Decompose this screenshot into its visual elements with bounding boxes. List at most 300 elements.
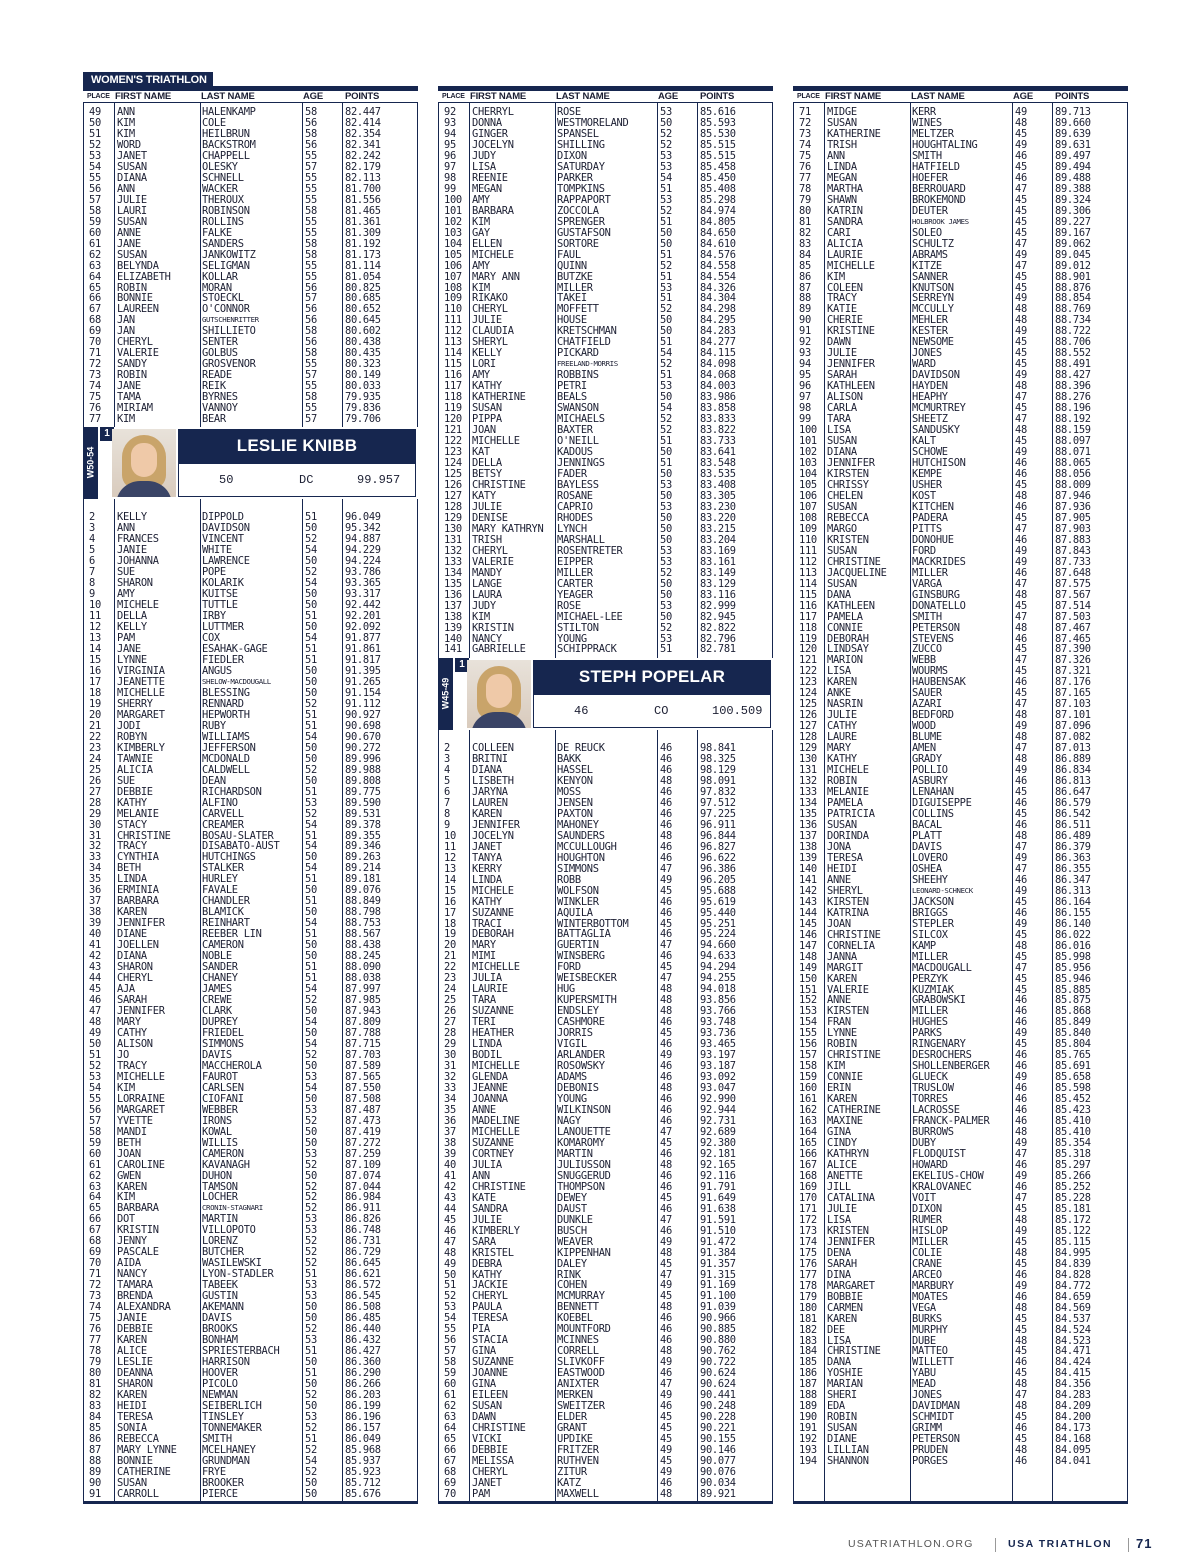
cell-points: 85.172 bbox=[1055, 1214, 1091, 1226]
cell-place: 46 bbox=[89, 995, 101, 1007]
cell-points: 85.458 bbox=[700, 161, 736, 173]
cell-first: HEATHER bbox=[472, 1028, 514, 1040]
cell-points: 91.472 bbox=[700, 1236, 736, 1248]
table-row bbox=[83, 644, 418, 655]
cell-first: JOELLEN bbox=[117, 940, 159, 952]
cell-last: BACAL bbox=[912, 819, 942, 831]
table-row bbox=[793, 1314, 1128, 1325]
cell-age: 52 bbox=[660, 414, 672, 426]
cell-last: CHANEY bbox=[202, 973, 238, 985]
cell-points: 86.379 bbox=[1055, 841, 1091, 853]
cell-points: 90.146 bbox=[700, 1445, 736, 1456]
cell-points: 86.427 bbox=[345, 1346, 381, 1358]
cell-last: MAXWELL bbox=[557, 1488, 599, 1500]
cell-last: JANKOWITZ bbox=[202, 249, 256, 261]
table-row bbox=[793, 1039, 1128, 1050]
cell-first: DIANA bbox=[827, 447, 857, 459]
cell-place: 18 bbox=[444, 918, 456, 930]
table-row bbox=[83, 655, 418, 666]
cell-first: DINA bbox=[827, 1269, 851, 1281]
cell-age: 47 bbox=[1015, 414, 1027, 426]
cell-points: 93.766 bbox=[700, 1006, 736, 1018]
cell-place: 59 bbox=[444, 1368, 456, 1380]
cell-first: LISA bbox=[827, 666, 851, 678]
cell-age: 56 bbox=[305, 139, 317, 151]
cell-age: 52 bbox=[305, 534, 317, 546]
cell-points: 92.990 bbox=[700, 1094, 736, 1105]
cell-first: KIMBERLY bbox=[472, 1225, 520, 1237]
cell-first: KIRSTEN bbox=[827, 1006, 869, 1018]
cell-first: KIM bbox=[827, 1061, 845, 1073]
cell-first: CHERRYL bbox=[472, 107, 514, 118]
cell-place: 99 bbox=[799, 414, 811, 426]
cell-place: 122 bbox=[444, 436, 462, 448]
cell-first: TERI bbox=[472, 1017, 496, 1029]
cell-age: 45 bbox=[660, 918, 672, 930]
cell-place: 69 bbox=[444, 1477, 456, 1489]
cell-age: 52 bbox=[660, 139, 672, 151]
cell-place: 20 bbox=[444, 940, 456, 952]
cell-first: CHRISTINE bbox=[827, 1346, 881, 1358]
cell-last: FADER bbox=[557, 468, 587, 480]
cell-last: FAUL bbox=[557, 249, 581, 261]
header-place: PLACE bbox=[797, 93, 820, 100]
cell-points: 83.161 bbox=[700, 556, 736, 568]
table-row bbox=[438, 590, 773, 601]
cell-first: SHERI bbox=[827, 1390, 857, 1402]
cell-place: 50 bbox=[89, 1038, 101, 1050]
cell-first: DONNA bbox=[472, 117, 502, 129]
cell-place: 2 bbox=[444, 743, 450, 754]
table-row bbox=[438, 831, 773, 842]
cell-place: 79 bbox=[799, 194, 811, 206]
cell-place: 68 bbox=[444, 1466, 456, 1478]
cell-first: MICHELE bbox=[827, 765, 869, 777]
cell-place: 34 bbox=[444, 1094, 456, 1105]
table-row bbox=[83, 118, 418, 129]
cell-last: ROBINSON bbox=[202, 205, 250, 217]
cell-first: MARGO bbox=[827, 523, 857, 535]
cell-first: NANCY bbox=[472, 633, 502, 645]
cell-age: 53 bbox=[660, 381, 672, 393]
table-row bbox=[793, 1127, 1128, 1138]
cell-age: 49 bbox=[1015, 721, 1027, 733]
table-row bbox=[438, 491, 773, 502]
table-row bbox=[438, 217, 773, 228]
table-row bbox=[83, 1390, 418, 1401]
cell-place: 171 bbox=[799, 1203, 817, 1215]
cell-points: 87.508 bbox=[345, 1093, 381, 1105]
cell-last: MEHLER bbox=[912, 315, 948, 327]
table-row bbox=[438, 1039, 773, 1050]
cell-place: 51 bbox=[444, 1280, 456, 1292]
cell-first: CATALINA bbox=[827, 1192, 875, 1204]
cell-last: GRIMM bbox=[912, 1423, 942, 1435]
cell-last: MCCULLOUGH bbox=[557, 841, 617, 853]
cell-place: 124 bbox=[444, 458, 462, 469]
cell-last: DAUST bbox=[557, 1203, 587, 1215]
cell-age: 52 bbox=[660, 425, 672, 437]
cell-last: CARTER bbox=[557, 578, 593, 590]
cell-points: 89.324 bbox=[1055, 194, 1091, 206]
cell-first: ALISON bbox=[827, 392, 863, 404]
cell-first: MARION bbox=[827, 655, 863, 667]
table-row bbox=[438, 973, 773, 984]
cell-last: READE bbox=[202, 370, 232, 382]
cell-points: 87.565 bbox=[345, 1071, 381, 1083]
cell-points: 87.936 bbox=[1055, 501, 1091, 513]
cell-last: WILLIS bbox=[202, 1137, 238, 1149]
table-row bbox=[438, 612, 773, 623]
cell-last: MOFFETT bbox=[557, 304, 599, 316]
cell-points: 89.045 bbox=[1055, 249, 1091, 261]
cell-first: SARA bbox=[472, 1236, 496, 1248]
table-row bbox=[793, 1072, 1128, 1083]
cell-first: JOCELYN bbox=[472, 830, 514, 842]
table-row bbox=[438, 1412, 773, 1423]
cell-place: 77 bbox=[89, 1335, 101, 1347]
table-row bbox=[793, 184, 1128, 195]
table-row bbox=[83, 107, 418, 118]
cell-last: OLESKY bbox=[202, 161, 238, 173]
cell-points: 85.840 bbox=[1055, 1028, 1091, 1040]
cell-points: 87.487 bbox=[345, 1104, 381, 1116]
table-row bbox=[793, 370, 1128, 381]
cell-first: KAREN bbox=[827, 973, 857, 985]
cell-points: 88.706 bbox=[1055, 337, 1091, 349]
cell-points: 95.619 bbox=[700, 896, 736, 908]
cell-place: 118 bbox=[799, 622, 817, 634]
cell-age: 45 bbox=[660, 1137, 672, 1149]
table-row bbox=[83, 173, 418, 184]
cell-age: 55 bbox=[305, 172, 317, 184]
cell-age: 48 bbox=[1015, 425, 1027, 437]
cell-last: WEAVER bbox=[557, 1236, 593, 1248]
cell-age: 55 bbox=[305, 381, 317, 393]
cell-first: JENNY bbox=[117, 1236, 147, 1248]
table-row bbox=[793, 1248, 1128, 1259]
cell-age: 46 bbox=[1015, 458, 1027, 469]
table-row bbox=[438, 107, 773, 118]
cell-points: 81.465 bbox=[345, 205, 381, 217]
cell-place: 66 bbox=[89, 293, 101, 305]
table-row bbox=[438, 1357, 773, 1368]
winner-age: 46 bbox=[574, 704, 589, 718]
cell-place: 22 bbox=[444, 962, 456, 974]
cell-points: 93.748 bbox=[700, 1017, 736, 1029]
cell-first: KATE bbox=[472, 1192, 496, 1204]
division-tag bbox=[83, 427, 98, 499]
table-row bbox=[793, 1138, 1128, 1149]
table-row bbox=[793, 293, 1128, 304]
cell-place: 67 bbox=[89, 304, 101, 316]
table-row bbox=[83, 1379, 418, 1390]
cell-last: MELTZER bbox=[912, 128, 954, 140]
cell-age: 46 bbox=[1015, 501, 1027, 513]
cell-age: 50 bbox=[305, 1313, 317, 1325]
cell-points: 90.624 bbox=[700, 1379, 736, 1391]
cell-age: 52 bbox=[305, 764, 317, 776]
table-row bbox=[793, 228, 1128, 239]
cell-place: 39 bbox=[89, 918, 101, 930]
cell-age: 48 bbox=[660, 984, 672, 996]
cell-last: LYON-STADLER bbox=[202, 1269, 274, 1281]
cell-place: 13 bbox=[444, 863, 456, 875]
cell-points: 88.491 bbox=[1055, 359, 1091, 371]
cell-first: CHELEN bbox=[827, 490, 863, 502]
cell-age: 50 bbox=[305, 742, 317, 754]
cell-age: 49 bbox=[1015, 1170, 1027, 1182]
cell-age: 46 bbox=[1015, 633, 1027, 645]
cell-points: 84.537 bbox=[1055, 1313, 1091, 1325]
cell-first: KAREN bbox=[117, 907, 147, 919]
cell-place: 74 bbox=[89, 1302, 101, 1314]
cell-age: 45 bbox=[1015, 205, 1027, 217]
cell-place: 41 bbox=[89, 940, 101, 952]
cell-age: 45 bbox=[1015, 929, 1027, 941]
table-row bbox=[438, 1324, 773, 1335]
table-row bbox=[793, 655, 1128, 666]
cell-place: 53 bbox=[89, 1071, 101, 1083]
cell-first: DANA bbox=[827, 589, 851, 601]
cell-place: 5 bbox=[444, 775, 450, 787]
cell-points: 86.266 bbox=[345, 1378, 381, 1390]
header-place: PLACE bbox=[87, 93, 110, 100]
cell-last: ROSOWSKY bbox=[557, 1061, 605, 1073]
cell-first: TAMA bbox=[117, 392, 141, 404]
cell-first: MICHELE bbox=[472, 885, 514, 897]
cell-place: 53 bbox=[89, 150, 101, 162]
cell-age: 46 bbox=[1015, 907, 1027, 919]
cell-place: 11 bbox=[444, 841, 456, 853]
header-age: AGE bbox=[303, 91, 323, 102]
cell-points: 80.652 bbox=[345, 304, 381, 316]
cell-first: SUSAN bbox=[827, 545, 857, 557]
table-row bbox=[793, 140, 1128, 151]
cell-first: JEANETTE bbox=[117, 676, 165, 688]
cell-last: WARD bbox=[912, 359, 936, 371]
cell-age: 45 bbox=[1015, 984, 1027, 996]
table-row bbox=[793, 974, 1128, 985]
cell-place: 104 bbox=[444, 238, 462, 250]
cell-points: 85.298 bbox=[700, 194, 736, 206]
cell-age: 52 bbox=[305, 1115, 317, 1127]
cell-age: 50 bbox=[305, 687, 317, 699]
table-row bbox=[438, 1379, 773, 1390]
cell-place: 115 bbox=[444, 359, 462, 371]
cell-first: SUSAN bbox=[472, 1401, 502, 1413]
table-row bbox=[793, 118, 1128, 129]
cell-last: MICHAEL-LEE bbox=[557, 611, 623, 623]
table-row bbox=[438, 436, 773, 447]
cell-last: VANNOY bbox=[202, 403, 238, 415]
cell-place: 67 bbox=[444, 1455, 456, 1467]
table-header bbox=[793, 86, 1128, 103]
cell-place: 3 bbox=[89, 523, 95, 535]
table-row bbox=[438, 337, 773, 348]
winner-place: 1 bbox=[455, 658, 469, 672]
cell-age: 54 bbox=[305, 1038, 317, 1050]
cell-first: SANDY bbox=[117, 359, 147, 371]
table-row bbox=[83, 151, 418, 162]
cell-first: SUSAN bbox=[827, 819, 857, 831]
cell-points: 84.304 bbox=[700, 293, 736, 305]
cell-last: DUBE bbox=[912, 1335, 936, 1347]
cell-last: MCELHANEY bbox=[202, 1444, 256, 1456]
table-row bbox=[793, 798, 1128, 809]
table-row bbox=[438, 1171, 773, 1182]
cell-first: JACKIE bbox=[472, 1280, 508, 1292]
cell-age: 50 bbox=[660, 468, 672, 480]
cell-place: 72 bbox=[89, 359, 101, 371]
cell-last: MILLER bbox=[912, 567, 948, 579]
cell-points: 90.248 bbox=[700, 1401, 736, 1413]
cell-age: 46 bbox=[660, 808, 672, 820]
cell-place: 188 bbox=[799, 1390, 817, 1402]
cell-age: 51 bbox=[305, 973, 317, 985]
cell-age: 45 bbox=[1015, 1039, 1027, 1051]
cell-place: 24 bbox=[89, 753, 101, 765]
cell-points: 88.038 bbox=[345, 973, 381, 985]
cell-points: 89.214 bbox=[345, 863, 381, 875]
cell-last: DALEY bbox=[557, 1258, 587, 1270]
cell-place: 106 bbox=[799, 490, 817, 502]
table-row bbox=[83, 589, 418, 600]
cell-points: 90.966 bbox=[700, 1313, 736, 1325]
cell-points: 87.575 bbox=[1055, 578, 1091, 590]
cell-first: MARGIT bbox=[827, 962, 863, 974]
table-row bbox=[438, 1291, 773, 1302]
table-row bbox=[438, 315, 773, 326]
cell-age: 50 bbox=[305, 940, 317, 952]
table-row bbox=[793, 623, 1128, 634]
table-row bbox=[793, 579, 1128, 590]
cell-points: 83.169 bbox=[700, 545, 736, 557]
cell-last: LORENZ bbox=[202, 1236, 238, 1248]
cell-last: CASHMORE bbox=[557, 1017, 605, 1029]
cell-place: 47 bbox=[444, 1236, 456, 1248]
cell-points: 84.200 bbox=[1055, 1412, 1091, 1424]
footer-site: USATRIATHLON.ORG bbox=[848, 1538, 974, 1550]
table-row bbox=[83, 348, 418, 359]
cell-place: 45 bbox=[89, 984, 101, 996]
cell-place: 99 bbox=[444, 183, 456, 195]
table-row bbox=[793, 315, 1128, 326]
cell-last: RINGENARY bbox=[912, 1039, 966, 1051]
table-row bbox=[438, 875, 773, 886]
cell-first: KIM bbox=[117, 1192, 135, 1204]
cell-age: 46 bbox=[1015, 677, 1027, 689]
cell-points: 85.228 bbox=[1055, 1192, 1091, 1204]
cell-first: KAREN bbox=[827, 677, 857, 689]
cell-points: 93.092 bbox=[700, 1072, 736, 1084]
table-row bbox=[438, 239, 773, 250]
cell-points: 86.813 bbox=[1055, 776, 1091, 788]
cell-age: 50 bbox=[305, 885, 317, 897]
cell-age: 52 bbox=[305, 1192, 317, 1204]
cell-last: POPE bbox=[202, 567, 226, 579]
cell-last: MATTEO bbox=[912, 1346, 948, 1358]
cell-age: 50 bbox=[305, 1488, 317, 1500]
cell-age: 57 bbox=[305, 293, 317, 305]
table-row bbox=[793, 919, 1128, 930]
cell-place: 81 bbox=[89, 1378, 101, 1390]
cell-age: 45 bbox=[1015, 1346, 1027, 1358]
cell-place: 91 bbox=[89, 1488, 101, 1500]
cell-last: FRITZER bbox=[557, 1445, 599, 1456]
cell-place: 18 bbox=[89, 687, 101, 699]
cell-age: 49 bbox=[1015, 326, 1027, 338]
cell-last: FREELAND-MORRIS bbox=[557, 359, 618, 369]
cell-age: 49 bbox=[660, 874, 672, 886]
cell-age: 53 bbox=[305, 1071, 317, 1083]
cell-place: 109 bbox=[444, 293, 462, 305]
cell-first: JOAN bbox=[117, 1148, 141, 1160]
cell-place: 66 bbox=[444, 1445, 456, 1456]
table-row bbox=[83, 918, 418, 929]
table-row bbox=[83, 841, 418, 852]
cell-first: KATRIN bbox=[827, 205, 863, 217]
cell-points: 82.945 bbox=[700, 611, 736, 623]
cell-points: 89.660 bbox=[1055, 117, 1091, 129]
cell-last: SCHNELL bbox=[202, 172, 244, 184]
cell-last: SAUER bbox=[912, 688, 942, 700]
cell-last: SHEEHY bbox=[912, 874, 948, 886]
cell-last: JAMES bbox=[202, 984, 232, 996]
cell-place: 42 bbox=[89, 951, 101, 963]
cell-age: 50 bbox=[660, 315, 672, 327]
cell-first: KATHY bbox=[827, 754, 857, 766]
cell-first: BETSY bbox=[472, 468, 502, 480]
table-row bbox=[83, 414, 418, 425]
cell-age: 46 bbox=[660, 1039, 672, 1051]
cell-last: MEAD bbox=[912, 1379, 936, 1391]
cell-age: 45 bbox=[1015, 1313, 1027, 1325]
cell-place: 56 bbox=[89, 1104, 101, 1116]
cell-points: 84.168 bbox=[1055, 1434, 1091, 1446]
page-footer bbox=[0, 1538, 1200, 1554]
cell-points: 90.880 bbox=[700, 1335, 736, 1347]
cell-last: EIPPER bbox=[557, 556, 593, 568]
cell-last: ARLANDER bbox=[557, 1050, 605, 1062]
cell-place: 156 bbox=[799, 1039, 817, 1051]
cell-age: 52 bbox=[660, 622, 672, 634]
cell-first: BELYNDA bbox=[117, 260, 159, 272]
table-row bbox=[793, 403, 1128, 414]
table-row bbox=[83, 896, 418, 907]
cell-place: 53 bbox=[444, 1302, 456, 1314]
table-row bbox=[83, 1182, 418, 1193]
cell-points: 89.494 bbox=[1055, 161, 1091, 173]
cell-points: 87.044 bbox=[345, 1181, 381, 1193]
cell-place: 130 bbox=[444, 523, 462, 535]
cell-points: 91.817 bbox=[345, 655, 381, 666]
cell-first: LINDA bbox=[472, 1039, 502, 1051]
cell-first: SHANNON bbox=[827, 1456, 869, 1468]
cell-age: 56 bbox=[305, 282, 317, 294]
table-row bbox=[438, 579, 773, 590]
cell-place: 176 bbox=[799, 1258, 817, 1270]
cell-age: 57 bbox=[305, 370, 317, 382]
table-row bbox=[83, 1160, 418, 1171]
cell-age: 52 bbox=[305, 1159, 317, 1171]
cell-points: 90.272 bbox=[345, 742, 381, 754]
cell-points: 85.946 bbox=[1055, 973, 1091, 985]
cell-place: 108 bbox=[444, 282, 462, 294]
cell-age: 51 bbox=[305, 1346, 317, 1358]
table-row bbox=[83, 666, 418, 677]
cell-place: 81 bbox=[799, 216, 811, 228]
